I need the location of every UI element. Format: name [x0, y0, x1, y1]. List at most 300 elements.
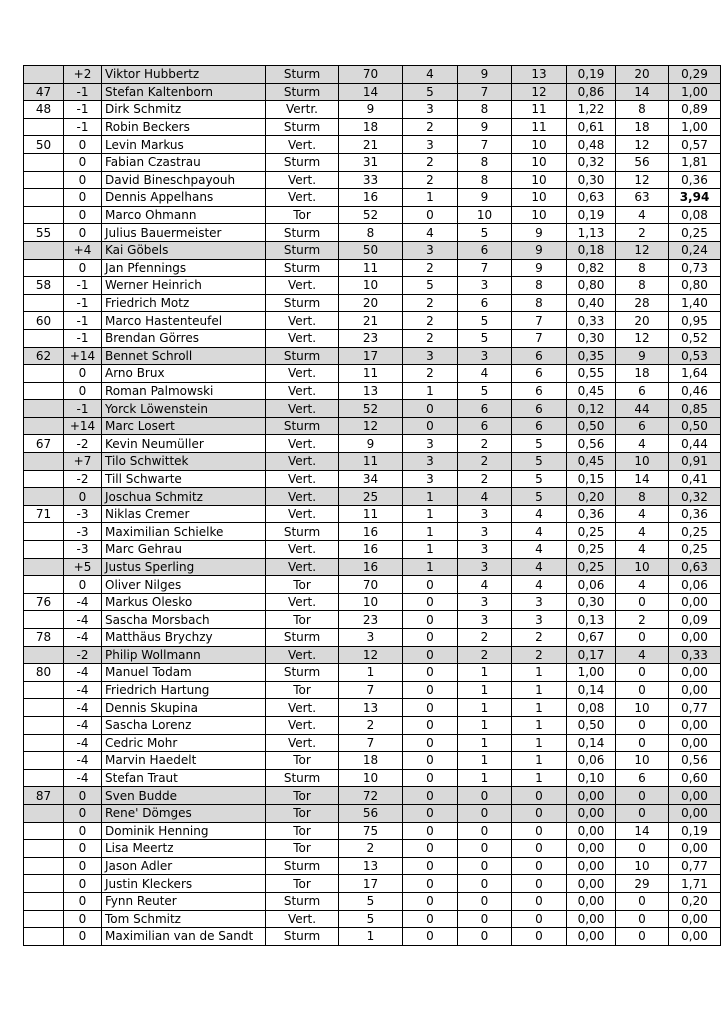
points-cell: 3 — [512, 593, 567, 611]
player-name-cell: Kai Göbels — [102, 241, 266, 259]
rank-cell: 78 — [24, 629, 64, 647]
rank-cell — [24, 400, 64, 418]
goals-cell: 0 — [403, 804, 458, 822]
goals-cell: 0 — [403, 734, 458, 752]
penalty-average-cell: 0,20 — [669, 892, 721, 910]
player-name-cell: Joschua Schmitz — [102, 488, 266, 506]
points-cell: 11 — [512, 101, 567, 119]
goals-cell: 3 — [403, 470, 458, 488]
table-row — [24, 611, 721, 629]
rank-cell: 48 — [24, 101, 64, 119]
games-cell: 10 — [339, 593, 403, 611]
penalty-average-cell: 1,40 — [669, 294, 721, 312]
penalty-minutes-cell: 20 — [616, 66, 669, 84]
points-average-cell: 0,19 — [567, 66, 616, 84]
rank-cell — [24, 259, 64, 277]
rank-cell — [24, 488, 64, 506]
points-cell: 10 — [512, 189, 567, 207]
rank-cell: 71 — [24, 505, 64, 523]
games-cell: 34 — [339, 470, 403, 488]
goals-cell: 0 — [403, 857, 458, 875]
player-name-cell: Sascha Lorenz — [102, 716, 266, 734]
player-name-cell: Till Schwarte — [102, 470, 266, 488]
assists-cell: 0 — [458, 822, 512, 840]
penalty-minutes-cell: 0 — [616, 734, 669, 752]
rank-cell: 60 — [24, 312, 64, 330]
games-cell: 72 — [339, 787, 403, 805]
points-cell: 9 — [512, 259, 567, 277]
penalty-minutes-cell: 6 — [616, 769, 669, 787]
change-cell: 0 — [64, 857, 102, 875]
change-cell: +14 — [64, 347, 102, 365]
penalty-minutes-cell: 20 — [616, 312, 669, 330]
penalty-average-cell: 0,85 — [669, 400, 721, 418]
player-name-cell: Viktor Hubbertz — [102, 66, 266, 84]
games-cell: 7 — [339, 681, 403, 699]
change-cell: -4 — [64, 611, 102, 629]
change-cell: -4 — [64, 752, 102, 770]
goals-cell: 3 — [403, 435, 458, 453]
goals-cell: 0 — [403, 629, 458, 647]
table-row — [24, 259, 721, 277]
penalty-average-cell: 0,95 — [669, 312, 721, 330]
points-cell: 5 — [512, 488, 567, 506]
assists-cell: 3 — [458, 541, 512, 559]
assists-cell: 8 — [458, 171, 512, 189]
points-cell: 0 — [512, 910, 567, 928]
position-cell: Sturm — [266, 629, 339, 647]
assists-cell: 8 — [458, 153, 512, 171]
change-cell: -4 — [64, 769, 102, 787]
table-row — [24, 382, 721, 400]
change-cell: 0 — [64, 804, 102, 822]
penalty-average-cell: 0,00 — [669, 910, 721, 928]
position-cell: Vert. — [266, 593, 339, 611]
points-average-cell: 1,13 — [567, 224, 616, 242]
games-cell: 75 — [339, 822, 403, 840]
rank-cell: 80 — [24, 664, 64, 682]
player-name-cell: Julius Bauermeister — [102, 224, 266, 242]
player-name-cell: Dirk Schmitz — [102, 101, 266, 119]
goals-cell: 0 — [403, 611, 458, 629]
position-cell: Tor — [266, 206, 339, 224]
points-average-cell: 0,25 — [567, 541, 616, 559]
games-cell: 5 — [339, 910, 403, 928]
assists-cell: 7 — [458, 259, 512, 277]
player-name-cell: Jason Adler — [102, 857, 266, 875]
penalty-minutes-cell: 4 — [616, 435, 669, 453]
table-row — [24, 523, 721, 541]
games-cell: 2 — [339, 840, 403, 858]
games-cell: 56 — [339, 804, 403, 822]
games-cell: 12 — [339, 417, 403, 435]
points-average-cell: 0,06 — [567, 752, 616, 770]
points-average-cell: 0,14 — [567, 681, 616, 699]
goals-cell: 3 — [403, 241, 458, 259]
assists-cell: 1 — [458, 664, 512, 682]
penalty-minutes-cell: 10 — [616, 699, 669, 717]
goals-cell: 0 — [403, 646, 458, 664]
goals-cell: 2 — [403, 312, 458, 330]
assists-cell: 2 — [458, 629, 512, 647]
position-cell: Vert. — [266, 277, 339, 295]
change-cell: 0 — [64, 171, 102, 189]
rank-cell — [24, 189, 64, 207]
assists-cell: 0 — [458, 892, 512, 910]
position-cell: Vert. — [266, 488, 339, 506]
games-cell: 10 — [339, 769, 403, 787]
goals-cell: 1 — [403, 382, 458, 400]
penalty-average-cell: 0,08 — [669, 206, 721, 224]
player-name-cell: Bennet Schroll — [102, 347, 266, 365]
assists-cell: 3 — [458, 347, 512, 365]
games-cell: 11 — [339, 365, 403, 383]
table-row — [24, 910, 721, 928]
player-name-cell: Cedric Mohr — [102, 734, 266, 752]
assists-cell: 0 — [458, 928, 512, 946]
games-cell: 17 — [339, 875, 403, 893]
penalty-minutes-cell: 14 — [616, 83, 669, 101]
points-average-cell: 0,30 — [567, 171, 616, 189]
table-row — [24, 629, 721, 647]
table-row — [24, 716, 721, 734]
change-cell: 0 — [64, 488, 102, 506]
position-cell: Vert. — [266, 365, 339, 383]
points-cell: 5 — [512, 453, 567, 471]
points-cell: 6 — [512, 400, 567, 418]
rank-cell — [24, 558, 64, 576]
table-row — [24, 857, 721, 875]
points-cell: 7 — [512, 312, 567, 330]
goals-cell: 2 — [403, 365, 458, 383]
penalty-average-cell: 0,00 — [669, 629, 721, 647]
change-cell: -1 — [64, 312, 102, 330]
table-row — [24, 118, 721, 136]
player-name-cell: Oliver Nilges — [102, 576, 266, 594]
penalty-average-cell: 0,00 — [669, 787, 721, 805]
games-cell: 50 — [339, 241, 403, 259]
player-name-cell: Dennis Appelhans — [102, 189, 266, 207]
position-cell: Sturm — [266, 66, 339, 84]
games-cell: 70 — [339, 66, 403, 84]
rank-cell — [24, 892, 64, 910]
player-stats-table — [23, 65, 721, 946]
points-average-cell: 0,36 — [567, 505, 616, 523]
assists-cell: 8 — [458, 101, 512, 119]
change-cell: -1 — [64, 294, 102, 312]
points-average-cell: 0,86 — [567, 83, 616, 101]
rank-cell: 47 — [24, 83, 64, 101]
goals-cell: 1 — [403, 523, 458, 541]
points-average-cell: 0,80 — [567, 277, 616, 295]
assists-cell: 3 — [458, 277, 512, 295]
rank-cell — [24, 646, 64, 664]
player-name-cell: Marco Ohmann — [102, 206, 266, 224]
table-row — [24, 101, 721, 119]
points-average-cell: 0,30 — [567, 593, 616, 611]
assists-cell: 3 — [458, 523, 512, 541]
player-name-cell: Fynn Reuter — [102, 892, 266, 910]
penalty-average-cell: 0,56 — [669, 752, 721, 770]
rank-cell — [24, 470, 64, 488]
change-cell: -1 — [64, 329, 102, 347]
penalty-average-cell: 0,89 — [669, 101, 721, 119]
player-name-cell: Dennis Skupina — [102, 699, 266, 717]
rank-cell: 58 — [24, 277, 64, 295]
position-cell: Sturm — [266, 118, 339, 136]
change-cell: 0 — [64, 875, 102, 893]
position-cell: Sturm — [266, 928, 339, 946]
games-cell: 1 — [339, 664, 403, 682]
table-row — [24, 136, 721, 154]
points-cell: 6 — [512, 417, 567, 435]
change-cell: -2 — [64, 646, 102, 664]
player-name-cell: Robin Beckers — [102, 118, 266, 136]
change-cell: -4 — [64, 681, 102, 699]
assists-cell: 6 — [458, 417, 512, 435]
goals-cell: 1 — [403, 558, 458, 576]
points-cell: 5 — [512, 435, 567, 453]
table-row — [24, 435, 721, 453]
penalty-average-cell: 0,33 — [669, 646, 721, 664]
table-row — [24, 664, 721, 682]
points-average-cell: 0,25 — [567, 558, 616, 576]
penalty-average-cell: 0,25 — [669, 523, 721, 541]
assists-cell: 2 — [458, 435, 512, 453]
assists-cell: 9 — [458, 66, 512, 84]
penalty-minutes-cell: 12 — [616, 241, 669, 259]
table-row — [24, 453, 721, 471]
penalty-minutes-cell: 6 — [616, 417, 669, 435]
assists-cell: 2 — [458, 470, 512, 488]
points-cell: 2 — [512, 646, 567, 664]
change-cell: 0 — [64, 365, 102, 383]
points-average-cell: 0,17 — [567, 646, 616, 664]
penalty-average-cell: 0,52 — [669, 329, 721, 347]
penalty-average-cell: 0,57 — [669, 136, 721, 154]
games-cell: 25 — [339, 488, 403, 506]
table-row — [24, 734, 721, 752]
penalty-average-cell: 0,91 — [669, 453, 721, 471]
goals-cell: 0 — [403, 400, 458, 418]
rank-cell — [24, 365, 64, 383]
points-cell: 10 — [512, 136, 567, 154]
penalty-minutes-cell: 0 — [616, 928, 669, 946]
assists-cell: 5 — [458, 224, 512, 242]
assists-cell: 2 — [458, 453, 512, 471]
change-cell: 0 — [64, 928, 102, 946]
assists-cell: 7 — [458, 83, 512, 101]
games-cell: 9 — [339, 101, 403, 119]
rank-cell — [24, 453, 64, 471]
position-cell: Vert. — [266, 312, 339, 330]
penalty-average-cell: 0,50 — [669, 417, 721, 435]
change-cell: 0 — [64, 576, 102, 594]
points-cell: 0 — [512, 928, 567, 946]
penalty-average-cell: 0,77 — [669, 699, 721, 717]
assists-cell: 10 — [458, 206, 512, 224]
table-row — [24, 277, 721, 295]
assists-cell: 5 — [458, 382, 512, 400]
assists-cell: 5 — [458, 312, 512, 330]
position-cell: Vert. — [266, 541, 339, 559]
games-cell: 11 — [339, 259, 403, 277]
penalty-minutes-cell: 10 — [616, 558, 669, 576]
goals-cell: 2 — [403, 259, 458, 277]
player-name-cell: Jan Pfennings — [102, 259, 266, 277]
penalty-minutes-cell: 0 — [616, 787, 669, 805]
penalty-average-cell: 0,44 — [669, 435, 721, 453]
rank-cell — [24, 734, 64, 752]
table-row — [24, 787, 721, 805]
assists-cell: 0 — [458, 910, 512, 928]
points-cell: 4 — [512, 576, 567, 594]
table-row — [24, 66, 721, 84]
rank-cell — [24, 153, 64, 171]
penalty-minutes-cell: 4 — [616, 646, 669, 664]
table-row — [24, 294, 721, 312]
points-cell: 0 — [512, 875, 567, 893]
penalty-minutes-cell: 8 — [616, 277, 669, 295]
points-average-cell: 0,67 — [567, 629, 616, 647]
goals-cell: 0 — [403, 716, 458, 734]
change-cell: 0 — [64, 382, 102, 400]
penalty-minutes-cell: 12 — [616, 136, 669, 154]
player-name-cell: Fabian Czastrau — [102, 153, 266, 171]
change-cell: 0 — [64, 153, 102, 171]
table-row — [24, 558, 721, 576]
penalty-average-cell: 1,00 — [669, 118, 721, 136]
games-cell: 52 — [339, 400, 403, 418]
points-average-cell: 0,00 — [567, 875, 616, 893]
goals-cell: 0 — [403, 417, 458, 435]
assists-cell: 1 — [458, 681, 512, 699]
rank-cell — [24, 840, 64, 858]
goals-cell: 5 — [403, 277, 458, 295]
penalty-average-cell: 0,00 — [669, 716, 721, 734]
penalty-average-cell: 0,60 — [669, 769, 721, 787]
games-cell: 20 — [339, 294, 403, 312]
points-cell: 0 — [512, 892, 567, 910]
position-cell: Vert. — [266, 470, 339, 488]
penalty-average-cell: 0,09 — [669, 611, 721, 629]
goals-cell: 3 — [403, 347, 458, 365]
table-row — [24, 699, 721, 717]
games-cell: 16 — [339, 189, 403, 207]
assists-cell: 1 — [458, 752, 512, 770]
points-cell: 13 — [512, 66, 567, 84]
penalty-minutes-cell: 28 — [616, 294, 669, 312]
games-cell: 23 — [339, 329, 403, 347]
penalty-minutes-cell: 10 — [616, 752, 669, 770]
change-cell: +2 — [64, 66, 102, 84]
assists-cell: 5 — [458, 329, 512, 347]
position-cell: Sturm — [266, 892, 339, 910]
goals-cell: 0 — [403, 910, 458, 928]
games-cell: 33 — [339, 171, 403, 189]
table-row — [24, 928, 721, 946]
penalty-minutes-cell: 0 — [616, 804, 669, 822]
player-name-cell: Tilo Schwittek — [102, 453, 266, 471]
games-cell: 13 — [339, 699, 403, 717]
penalty-minutes-cell: 0 — [616, 593, 669, 611]
table-row — [24, 241, 721, 259]
position-cell: Sturm — [266, 83, 339, 101]
games-cell: 11 — [339, 505, 403, 523]
points-average-cell: 0,50 — [567, 417, 616, 435]
goals-cell: 0 — [403, 576, 458, 594]
player-name-cell: Sven Budde — [102, 787, 266, 805]
points-cell: 4 — [512, 505, 567, 523]
assists-cell: 6 — [458, 241, 512, 259]
rank-cell — [24, 875, 64, 893]
change-cell: +4 — [64, 241, 102, 259]
position-cell: Vert. — [266, 382, 339, 400]
change-cell: 0 — [64, 840, 102, 858]
position-cell: Sturm — [266, 664, 339, 682]
change-cell: -2 — [64, 470, 102, 488]
penalty-average-cell: 0,00 — [669, 734, 721, 752]
penalty-minutes-cell: 63 — [616, 189, 669, 207]
position-cell: Sturm — [266, 294, 339, 312]
goals-cell: 2 — [403, 153, 458, 171]
position-cell: Tor — [266, 840, 339, 858]
assists-cell: 6 — [458, 400, 512, 418]
games-cell: 17 — [339, 347, 403, 365]
player-name-cell: Justin Kleckers — [102, 875, 266, 893]
points-cell: 8 — [512, 294, 567, 312]
games-cell: 14 — [339, 83, 403, 101]
points-average-cell: 0,56 — [567, 435, 616, 453]
points-average-cell: 0,19 — [567, 206, 616, 224]
player-name-cell: Marc Gehrau — [102, 541, 266, 559]
goals-cell: 0 — [403, 875, 458, 893]
rank-cell — [24, 857, 64, 875]
penalty-average-cell: 0,00 — [669, 664, 721, 682]
rank-cell — [24, 66, 64, 84]
player-name-cell: Markus Olesko — [102, 593, 266, 611]
change-cell: 0 — [64, 224, 102, 242]
games-cell: 21 — [339, 312, 403, 330]
change-cell: 0 — [64, 822, 102, 840]
position-cell: Vert. — [266, 171, 339, 189]
points-cell: 1 — [512, 716, 567, 734]
change-cell: -1 — [64, 277, 102, 295]
change-cell: -3 — [64, 523, 102, 541]
games-cell: 21 — [339, 136, 403, 154]
points-cell: 10 — [512, 153, 567, 171]
points-average-cell: 0,18 — [567, 241, 616, 259]
penalty-average-cell: 0,41 — [669, 470, 721, 488]
player-name-cell: Yorck Löwenstein — [102, 400, 266, 418]
position-cell: Vert. — [266, 910, 339, 928]
penalty-minutes-cell: 56 — [616, 153, 669, 171]
change-cell: 0 — [64, 892, 102, 910]
assists-cell: 0 — [458, 787, 512, 805]
goals-cell: 1 — [403, 488, 458, 506]
points-cell: 6 — [512, 365, 567, 383]
penalty-minutes-cell: 4 — [616, 505, 669, 523]
points-cell: 9 — [512, 224, 567, 242]
penalty-average-cell: 0,19 — [669, 822, 721, 840]
games-cell: 16 — [339, 558, 403, 576]
points-cell: 10 — [512, 171, 567, 189]
player-name-cell: Niklas Cremer — [102, 505, 266, 523]
change-cell: -4 — [64, 664, 102, 682]
points-cell: 8 — [512, 277, 567, 295]
player-name-cell: Levin Markus — [102, 136, 266, 154]
player-name-cell: David Bineschpayouh — [102, 171, 266, 189]
